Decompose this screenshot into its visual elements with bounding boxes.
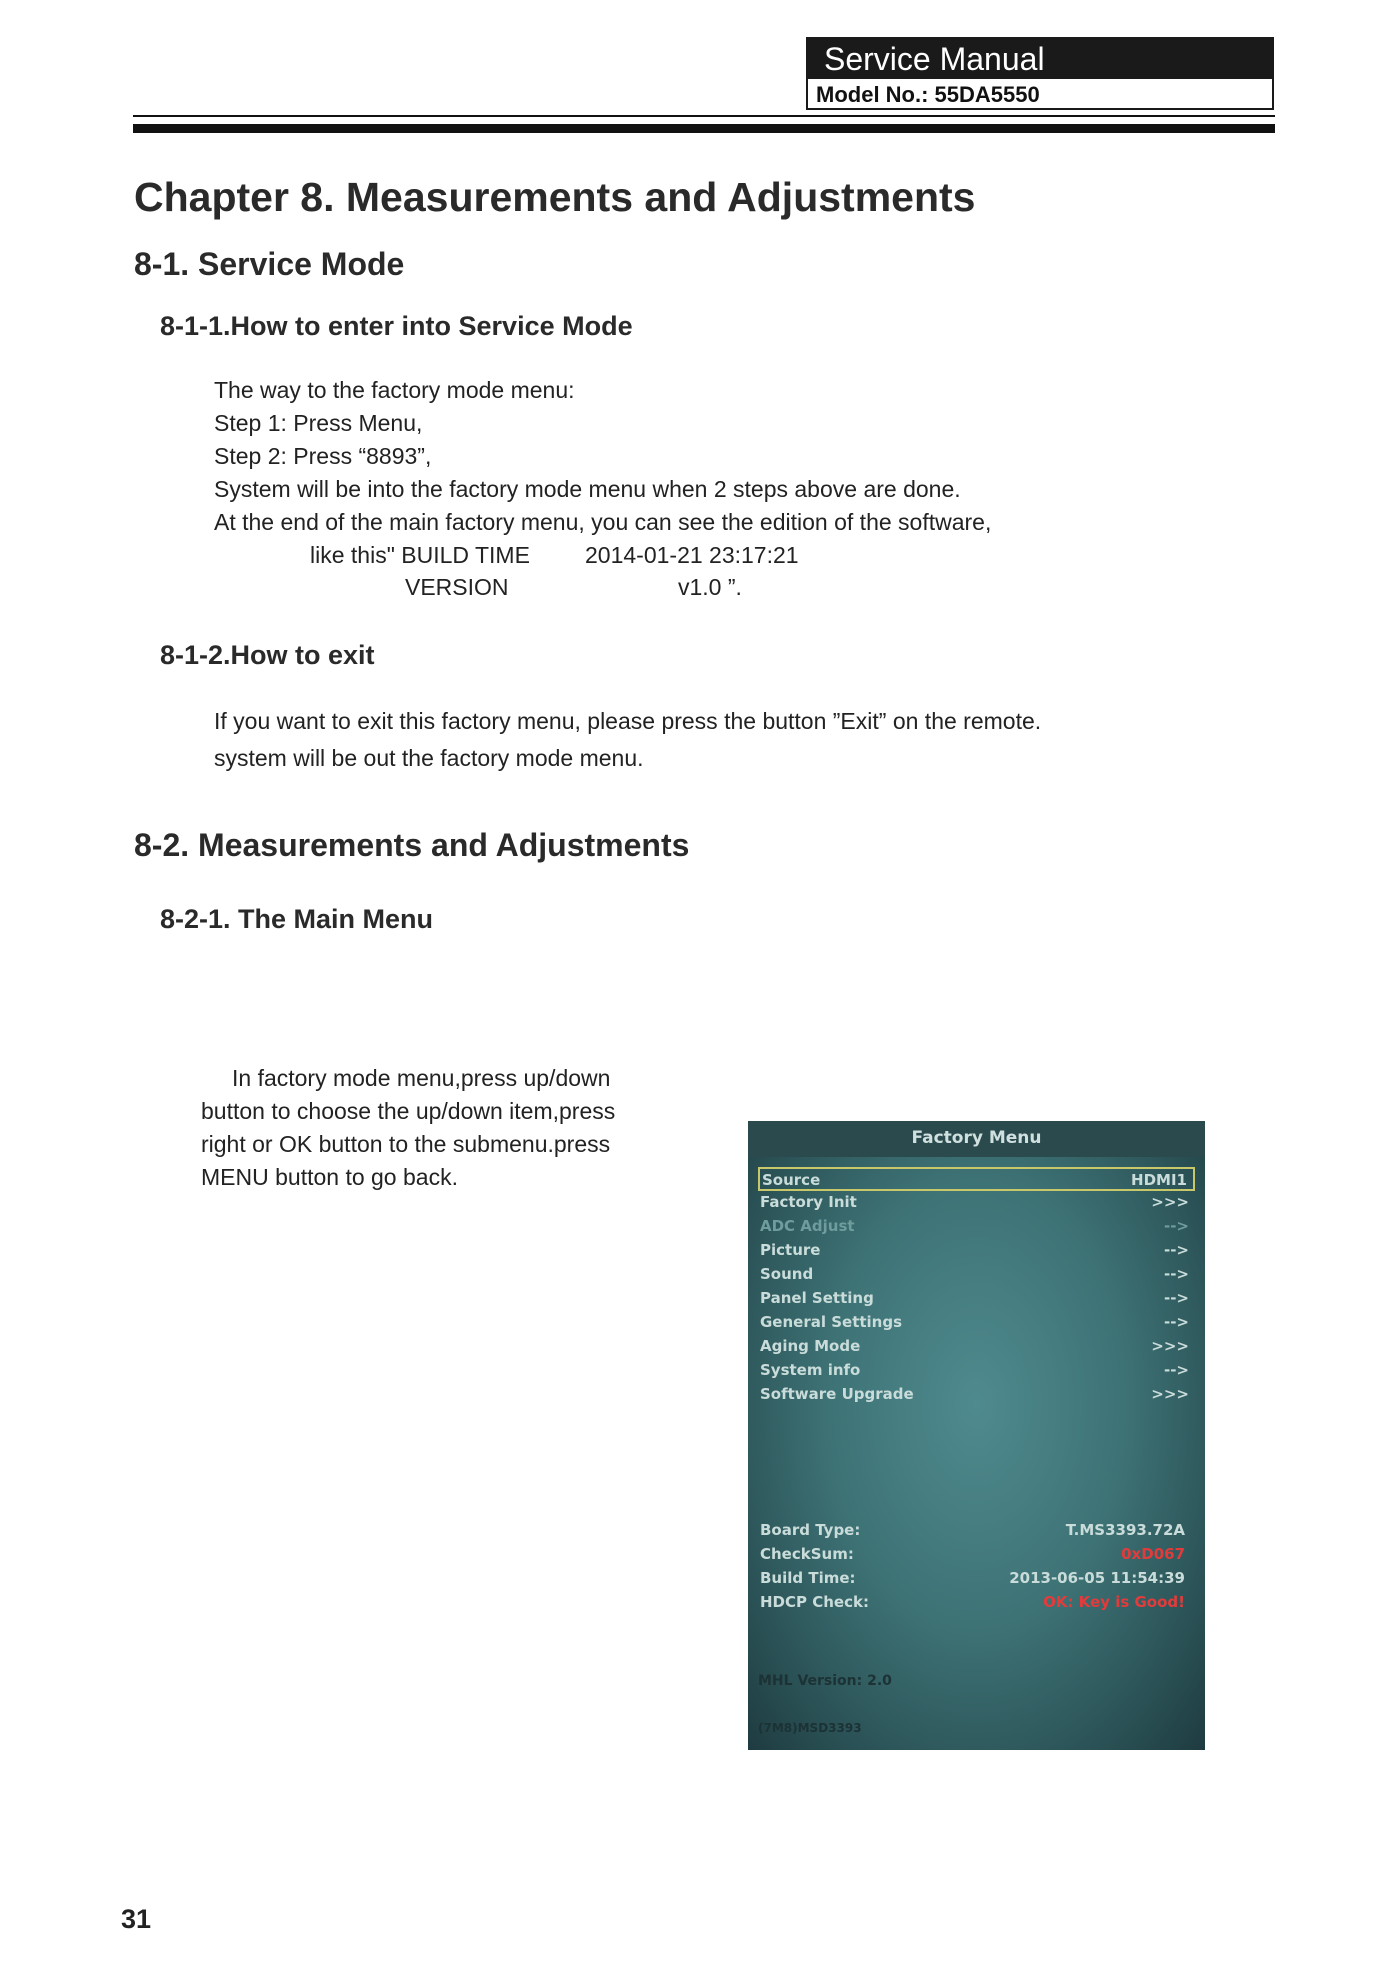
body-line: System will be into the factory mode menu when 2 steps above are done.	[214, 476, 961, 502]
menu-item-label: Aging Mode	[760, 1337, 861, 1355]
body-line: Step 1: Press Menu,	[214, 410, 423, 436]
info-value: OK: Key is Good!	[1043, 1593, 1185, 1611]
menu-item-value: -->	[1163, 1289, 1189, 1307]
menu-item-label: Panel Setting	[760, 1289, 874, 1307]
info-label: CheckSum:	[760, 1545, 854, 1563]
subsection-8-1-2-title: 8-1-2.How to exit	[160, 640, 375, 670]
menu-item-label: General Settings	[760, 1313, 903, 1331]
info-value: 0xD067	[1121, 1545, 1185, 1563]
menu-item-label: Software Upgrade	[760, 1385, 914, 1403]
body-line: If you want to exit this factory menu, please press the button ”Exit” on the remote.	[214, 708, 1042, 734]
factory-menu-title: Factory Menu	[748, 1121, 1205, 1157]
chip-footer: (7M8)MSD3393	[758, 1721, 862, 1735]
subsection-8-2-1-title: 8-2-1. The Main Menu	[160, 904, 434, 934]
paragraph-8-1-1	[214, 374, 991, 539]
menu-item-panel-setting	[758, 1287, 1195, 1311]
chapter-title: Chapter 8. Measurements and Adjustments	[134, 174, 976, 220]
menu-item-adc-adjust	[758, 1215, 1195, 1239]
info-value: 2013-06-05 11:54:39	[1009, 1569, 1185, 1587]
subsection-8-1-1-title: 8-1-1.How to enter into Service Mode	[160, 311, 633, 341]
info-checksum	[758, 1545, 1195, 1569]
menu-item-value: HDMI1	[1131, 1171, 1187, 1189]
build-time-prefix: like this" BUILD TIME	[310, 542, 530, 568]
model-number: Model No.: 55DA5550	[816, 82, 1040, 107]
menu-item-picture	[758, 1239, 1195, 1263]
section-8-1-title: 8-1. Service Mode	[134, 246, 405, 282]
menu-item-sound	[758, 1263, 1195, 1287]
body-line: right or OK button to the submenu.press	[201, 1131, 611, 1157]
build-time-value: 2014-01-21 23:17:21	[585, 542, 799, 568]
header-rule-thick	[133, 124, 1275, 133]
body-line: button to choose the up/down item,press	[201, 1098, 616, 1124]
info-label: Board Type:	[760, 1521, 861, 1539]
version-value: v1.0 ”.	[678, 574, 742, 600]
menu-item-system-info	[758, 1359, 1195, 1383]
menu-item-general-settings	[758, 1311, 1195, 1335]
page-number: 31	[121, 1904, 152, 1934]
menu-item-value: -->	[1163, 1361, 1189, 1379]
info-value: T.MS3393.72A	[1065, 1521, 1185, 1539]
menu-item-factory-init	[758, 1191, 1195, 1215]
menu-item-value: -->	[1163, 1241, 1189, 1259]
body-line: At the end of the main factory menu, you can see the edition of the software,	[214, 509, 992, 535]
info-label: HDCP Check:	[760, 1593, 869, 1611]
section-8-2-title: 8-2. Measurements and Adjustments	[134, 827, 690, 863]
menu-item-value: >>>	[1151, 1337, 1189, 1355]
menu-item-software-upgrade	[758, 1383, 1195, 1407]
header-rule-thin	[133, 115, 1275, 117]
body-line: MENU button to go back.	[201, 1164, 458, 1190]
paragraph-8-2-1	[201, 1062, 615, 1194]
menu-item-source	[758, 1167, 1195, 1191]
menu-item-label: Factory Init	[760, 1193, 857, 1211]
menu-item-value: >>>	[1151, 1193, 1189, 1211]
info-board-type	[758, 1521, 1195, 1545]
mhl-version: MHL Version: 2.0	[758, 1673, 892, 1689]
paragraph-8-1-2	[214, 703, 1041, 777]
body-line: The way to the factory mode menu:	[214, 377, 575, 403]
menu-item-value: -->	[1163, 1313, 1189, 1331]
body-line: In factory mode menu,press up/down	[232, 1065, 611, 1091]
body-line: system will be out the factory mode menu.	[214, 745, 644, 771]
info-hdcp-check	[758, 1593, 1195, 1617]
menu-item-value: -->	[1163, 1265, 1189, 1283]
version-label: VERSION	[405, 574, 509, 600]
menu-item-value: -->	[1163, 1217, 1189, 1235]
menu-item-value: >>>	[1151, 1385, 1189, 1403]
menu-item-label: ADC Adjust	[760, 1217, 855, 1235]
menu-item-label: Source	[762, 1171, 821, 1189]
menu-item-label: Sound	[760, 1265, 814, 1283]
manual-title: Service Manual	[808, 39, 1272, 79]
menu-item-label: System info	[760, 1361, 861, 1379]
menu-item-aging-mode	[758, 1335, 1195, 1359]
info-build-time	[758, 1569, 1195, 1593]
menu-item-label: Picture	[760, 1241, 821, 1259]
body-line: Step 2: Press “8893”,	[214, 443, 432, 469]
header-box	[806, 37, 1274, 110]
info-label: Build Time:	[760, 1569, 856, 1587]
factory-menu-screenshot	[748, 1121, 1205, 1750]
